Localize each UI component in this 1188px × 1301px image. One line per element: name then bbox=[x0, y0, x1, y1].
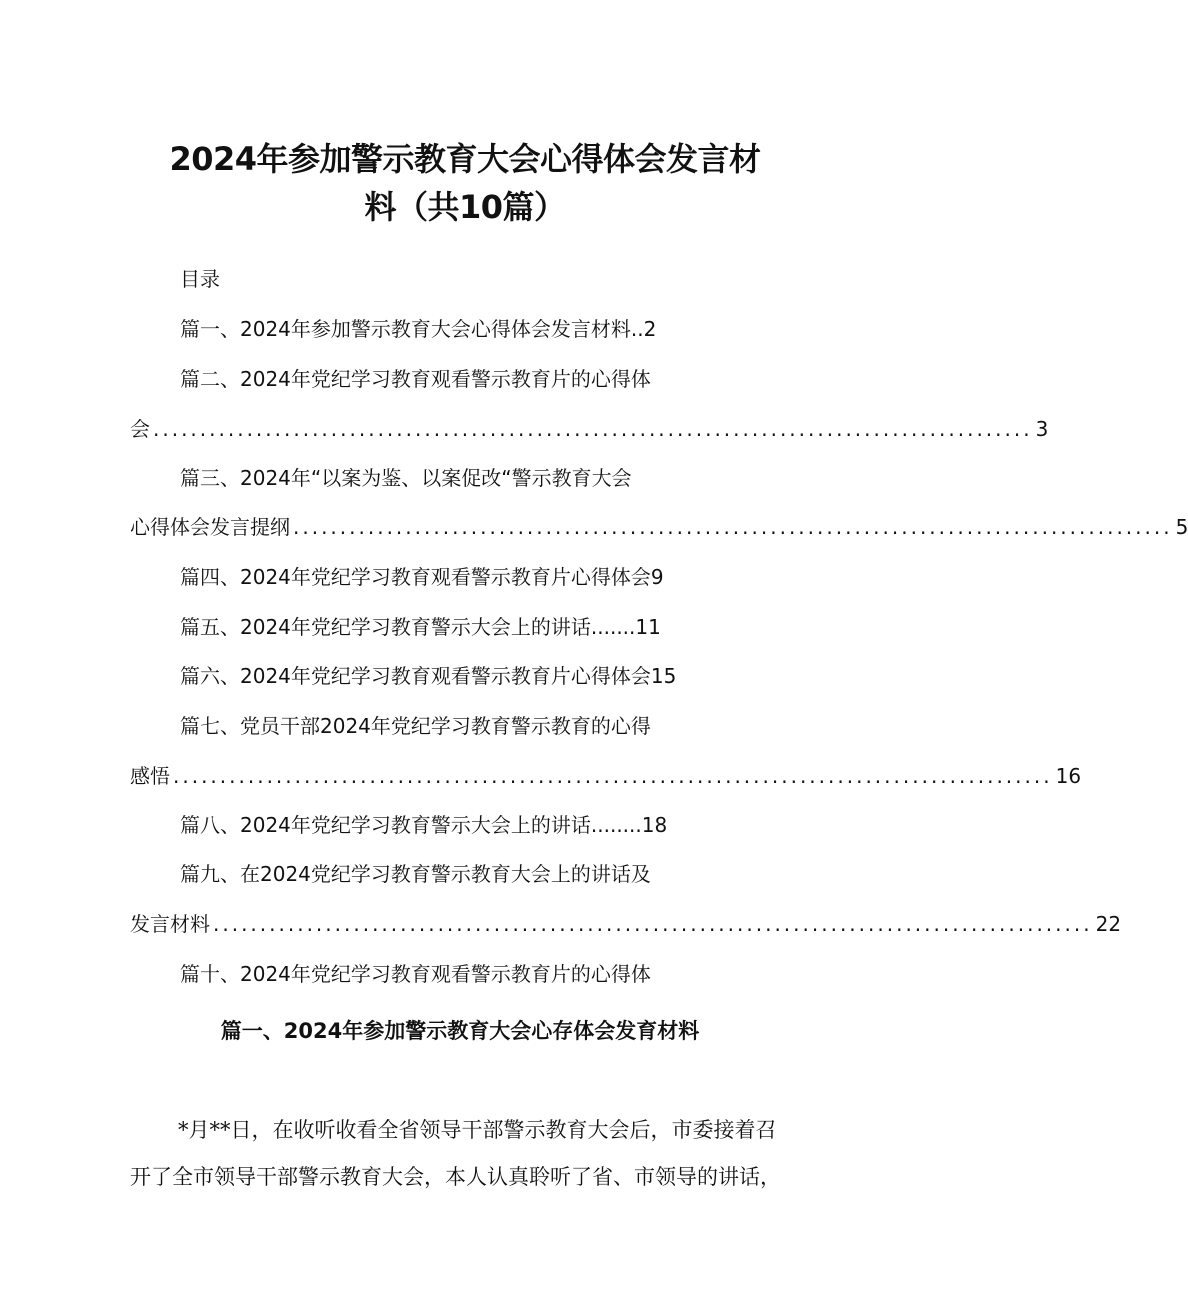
toc-entry-9-line-1[interactable]: 篇九、在2024党纪学习教育警示教育大会上的讲话及 bbox=[180, 862, 651, 886]
document-title-line-1: 2024年参加警示教育大会心得体会发言材 bbox=[169, 140, 761, 178]
toc-heading: 目录 bbox=[180, 267, 220, 291]
toc-entry-2-page: 3 bbox=[1035, 417, 1049, 441]
toc-entry-6[interactable]: 篇六、2024年党纪学习教育观看警示教育片心得体会15 bbox=[180, 664, 677, 688]
toc-entry-7-text: 感悟 bbox=[130, 764, 170, 788]
body-paragraph-line-1: *月**日，在收听收看全省领导干部警示教育大会后，市委接着召 bbox=[178, 1118, 777, 1142]
toc-entry-2-line-2[interactable] bbox=[130, 415, 1049, 443]
toc-entry-7-line-2[interactable] bbox=[130, 762, 1082, 790]
toc-dot-leader: .............................................................................................. bbox=[293, 515, 1173, 539]
toc-entry-9-page: 22 bbox=[1095, 912, 1122, 936]
toc-entry-10[interactable]: 篇十、2024年党纪学习教育观看警示教育片的心得体 bbox=[180, 962, 651, 986]
toc-entry-3-text: 心得体会发言提纲 bbox=[130, 515, 290, 539]
toc-entry-7-line-1[interactable]: 篇七、党员干部2024年党纪学习教育警示教育的心得 bbox=[180, 714, 651, 738]
section-heading: 篇一、2024年参加警示教育大会心存体会发育材料 bbox=[220, 1019, 700, 1043]
toc-entry-3-page: 5 bbox=[1175, 515, 1188, 539]
toc-entry-9-line-2[interactable] bbox=[130, 910, 1122, 938]
toc-dot-leader: .............................................................................................. bbox=[213, 912, 1093, 936]
body-paragraph-line-2: 开了全市领导干部警示教育大会，本人认真聆听了省、市领导的讲话， bbox=[130, 1165, 781, 1189]
toc-entry-3-line-2[interactable] bbox=[130, 513, 1188, 541]
toc-entry-1[interactable]: 篇一、2024年参加警示教育大会心得体会发言材料..2 bbox=[180, 317, 657, 341]
toc-entry-9-text: 发言材料 bbox=[130, 912, 210, 936]
toc-entry-4[interactable]: 篇四、2024年党纪学习教育观看警示教育片心得体会9 bbox=[180, 565, 664, 589]
document-title-line-2: 料（共10篇） bbox=[364, 188, 566, 226]
toc-dot-leader: .............................................................................................. bbox=[153, 417, 1033, 441]
toc-entry-8[interactable]: 篇八、2024年党纪学习教育警示大会上的讲话........18 bbox=[180, 813, 668, 837]
toc-entry-5[interactable]: 篇五、2024年党纪学习教育警示大会上的讲话.......11 bbox=[180, 615, 661, 639]
toc-entry-3-line-1[interactable]: 篇三、2024年“以案为鉴、以案促改“警示教育大会 bbox=[180, 466, 632, 490]
toc-entry-2-line-1[interactable]: 篇二、2024年党纪学习教育观看警示教育片的心得体 bbox=[180, 367, 651, 391]
toc-entry-7-page: 16 bbox=[1055, 764, 1082, 788]
toc-entry-2-text: 会 bbox=[130, 417, 150, 441]
toc-dot-leader: .............................................................................................. bbox=[173, 764, 1053, 788]
